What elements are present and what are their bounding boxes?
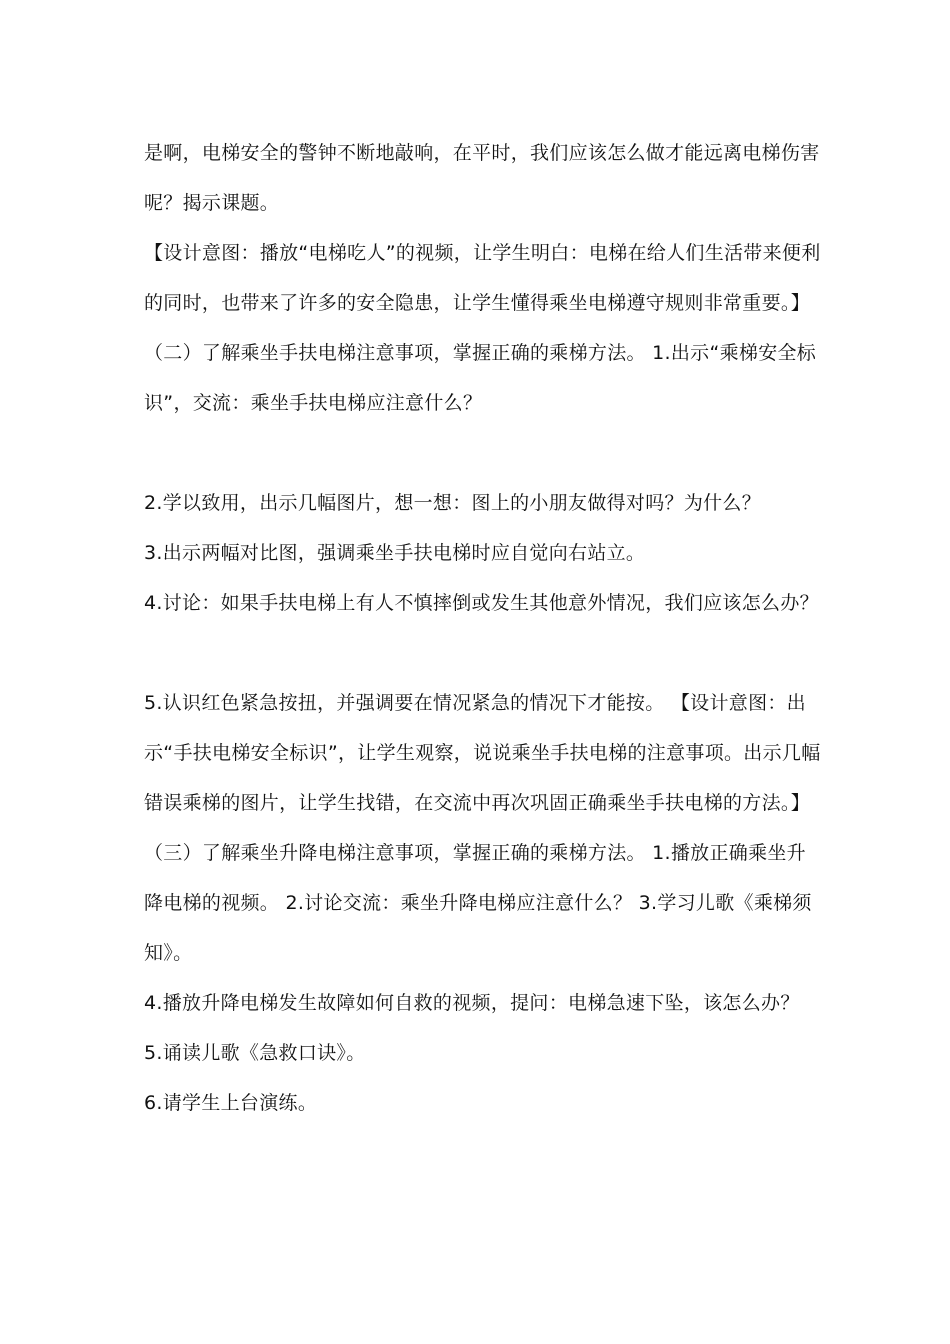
paragraph-section-3-step-6: 6.请学生上台演练。: [144, 1092, 318, 1114]
paragraph-design-intent-1: 【设计意图：播放“电梯吃人”的视频，让学生明白：电梯在给人们生活带来便利的同时，也带来了许多的安全隐患，让学生懂得乘坐电梯遵守规则非常重要。】: [144, 242, 821, 314]
paragraph-intro: 是啊，电梯安全的警钟不断地敲响，在平时，我们应该怎么做才能远离电梯伤害呢？揭示课题。: [144, 142, 820, 214]
blank-line: [144, 428, 824, 478]
paragraph-section-3-heading: （三）了解乘坐升降电梯注意事项，掌握正确的乘梯方法。 1.播放正确乘坐升降电梯的视频。 2.讨论交流：乘坐升降电梯应注意什么？ 3.学习儿歌《乘梯须知》。: [144, 842, 812, 964]
paragraph-step-3: 3.出示两幅对比图，强调乘坐手扶电梯时应自觉向右站立。: [144, 542, 646, 564]
paragraph-section-3-step-4: 4.播放升降电梯发生故障如何自救的视频，提问：电梯急速下坠，该怎么办？: [144, 992, 800, 1014]
paragraph-step-2: 2.学以致用，出示几幅图片，想一想：图上的小朋友做得对吗？为什么？: [144, 492, 762, 514]
paragraph-step-4: 4.讨论：如果手扶电梯上有人不慎摔倒或发生其他意外情况，我们应该怎么办？: [144, 592, 819, 614]
blank-line: [144, 628, 824, 678]
paragraph-section-3-step-5: 5.诵读儿歌《急救口诀》。: [144, 1042, 366, 1064]
paragraph-step-5-design-intent: 5.认识红色紧急按扭，并强调要在情况紧急的情况下才能按。 【设计意图：出示“手扶电梯安全标识”，让学生观察，说说乘坐手扶电梯的注意事项。出示几幅错误乘梯的图片，让学生找错，在交流中再次巩固正确乘坐手扶电梯的方法。】: [144, 692, 821, 814]
paragraph-section-2-heading: （二）了解乘坐手扶电梯注意事项，掌握正确的乘梯方法。 1.出示“乘梯安全标识”，交流：乘坐手扶电梯应注意什么？: [144, 342, 817, 414]
document-body: [144, 128, 824, 1128]
